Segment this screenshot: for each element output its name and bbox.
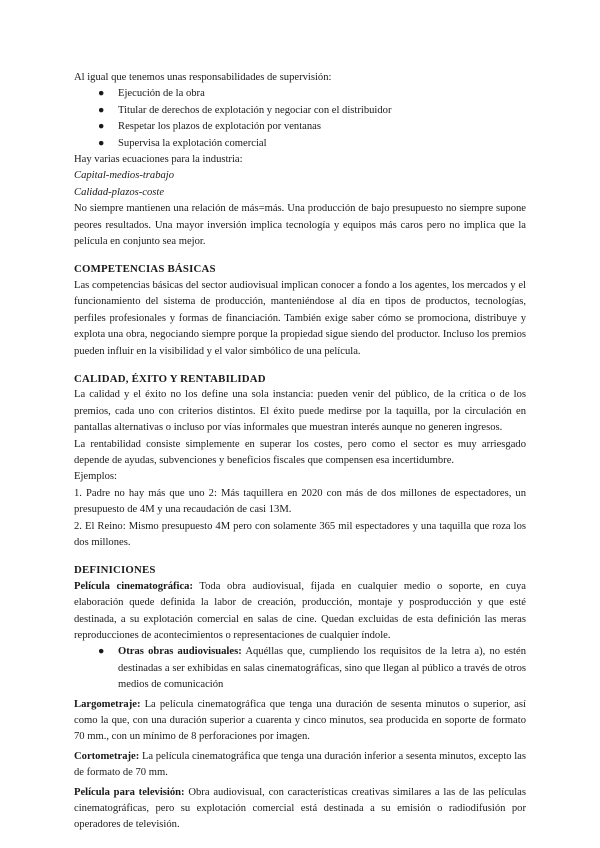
bullet-icon: ● (98, 137, 105, 149)
equation-capital: Capital-medios-trabajo (74, 170, 175, 182)
definition-otras-obras: ● Otras obras audiovisuales: Aquéllas que, cumpliendo los requisitos de la letra a), no estén destinadas a ser exhibidas en salas cinematográficas, sino que llegan al público a través de otros medios de comunicación (98, 646, 526, 691)
definition-cortometraje: Cortometraje: La película cinematográfica que tenga una duración inferior a sesenta minutos, excepto las de formato de 70 mm. (74, 750, 526, 779)
bullet-icon: ● (98, 121, 105, 133)
supervision-intro: Al igual que tenemos unas responsabilidades de supervisión: (74, 72, 332, 83)
heading-calidad: CALIDAD, ÉXITO Y RENTABILIDAD (74, 372, 266, 385)
examples-label: Ejemplos: (74, 471, 117, 483)
heading-definiciones: DEFINICIONES (74, 564, 156, 577)
term-cortometraje: Cortometraje: (74, 750, 140, 762)
bullet-icon: ● (98, 646, 105, 658)
supervision-list (74, 86, 526, 152)
heading-competencias: COMPETENCIAS BÁSICAS (74, 263, 216, 276)
definition-pelicula-tv: Película para televisión: Obra audiovisual, con características creativas similares a las de las películas cinematográficas, pero su explotación comercial está destinada a su emisión o radiodifusión por operadores de televisión. (74, 786, 526, 831)
definition-pelicula: Película cinematográfica: Toda obra audiovisual, fijada en cualquier medio o soporte, en cuya elaboración quede definida la labor de creación, producción, montaje y posproducción y que esté destinada, a su explotación comercial en salas de cine. Quedan excluidas de esta definición las meras reproducciones de acontecimientos o representaciones de cualquier índole. (74, 580, 526, 641)
example-1: 1. Padre no hay más que uno 2: Más taquillera en 2020 con más de dos millones de espectadores, un presupuesto de 4M y una recaudación de casi 13M. (74, 487, 526, 516)
equation-calidad: Calidad-plazos-coste (74, 186, 165, 198)
example-2: 2. El Reino: Mismo presupuesto 4M pero con solamente 365 mil espectadores y una taquilla que roza los dos millones. (74, 520, 526, 548)
calidad-paragraph-2: La rentabilidad consiste simplemente en superar los costes, pero como el sector es muy arriesgado depende de ayudas, subvenciones y beneficios fiscales que compensen esa incertidumbre. (74, 438, 526, 466)
list-item: ● Ejecución de la obra (108, 86, 526, 102)
term-largometraje: Largometraje: (74, 698, 141, 710)
competencias-paragraph: Las competencias básicas del sector audiovisual implican conocer a fondo a los agentes, los mercados y el funcionamiento del sistema de producción, manteniéndose al día en tipos de productos, tecnologías, perfiles profesionales y formas de financiación. También exige saber cómo se promociona, distribuye y explota una obra, negociando siempre porque la propiedad sigue siendo del productor. Incluso los premios pueden influir en la visibilidad y el valor simbólico de una película. (74, 279, 526, 357)
calidad-paragraph-1: La calidad y el éxito no los define una sola instancia: pueden venir del público, de la crítica o de los premios, cada uno con criterios distintos. El éxito puede medirse por la taquilla, por la circulación en pantallas alternativas o incluso por vías informales que muestran interés aunque no generen ingresos. (74, 389, 526, 434)
bullet-icon: ● (98, 88, 105, 100)
list-item: ● Respetar los plazos de explotación por ventanas (108, 119, 526, 135)
bullet-icon: ● (98, 104, 105, 116)
term-pelicula: Película cinematográfica: (74, 580, 193, 592)
term-otras-obras: Otras obras audiovisuales: (118, 646, 242, 658)
relation-paragraph: No siempre mantienen una relación de más=más. Una producción de bajo presupuesto no siempre supone peores resultados. Una mayor inversión implica tecnología y equipos más caros pero no implica que la película en conjunto sea mejor. (74, 203, 526, 248)
list-item: ● Supervisa la explotación comercial (108, 136, 526, 152)
equations-intro: Hay varias ecuaciones para la industria: (74, 154, 243, 166)
definition-sublist (74, 644, 526, 693)
definition-largometraje: Largometraje: La película cinematográfica que tenga una duración de sesenta minutos o superior, así como la que, con una duración superior a cuarenta y cinco minutos, sea producida en soporte de formato 70 mm., con un mínimo de 8 perforaciones por imagen. (74, 698, 526, 743)
list-item: ● Titular de derechos de explotación y negociar con el distribuidor (108, 103, 526, 119)
term-pelicula-tv: Película para televisión: (74, 786, 185, 798)
